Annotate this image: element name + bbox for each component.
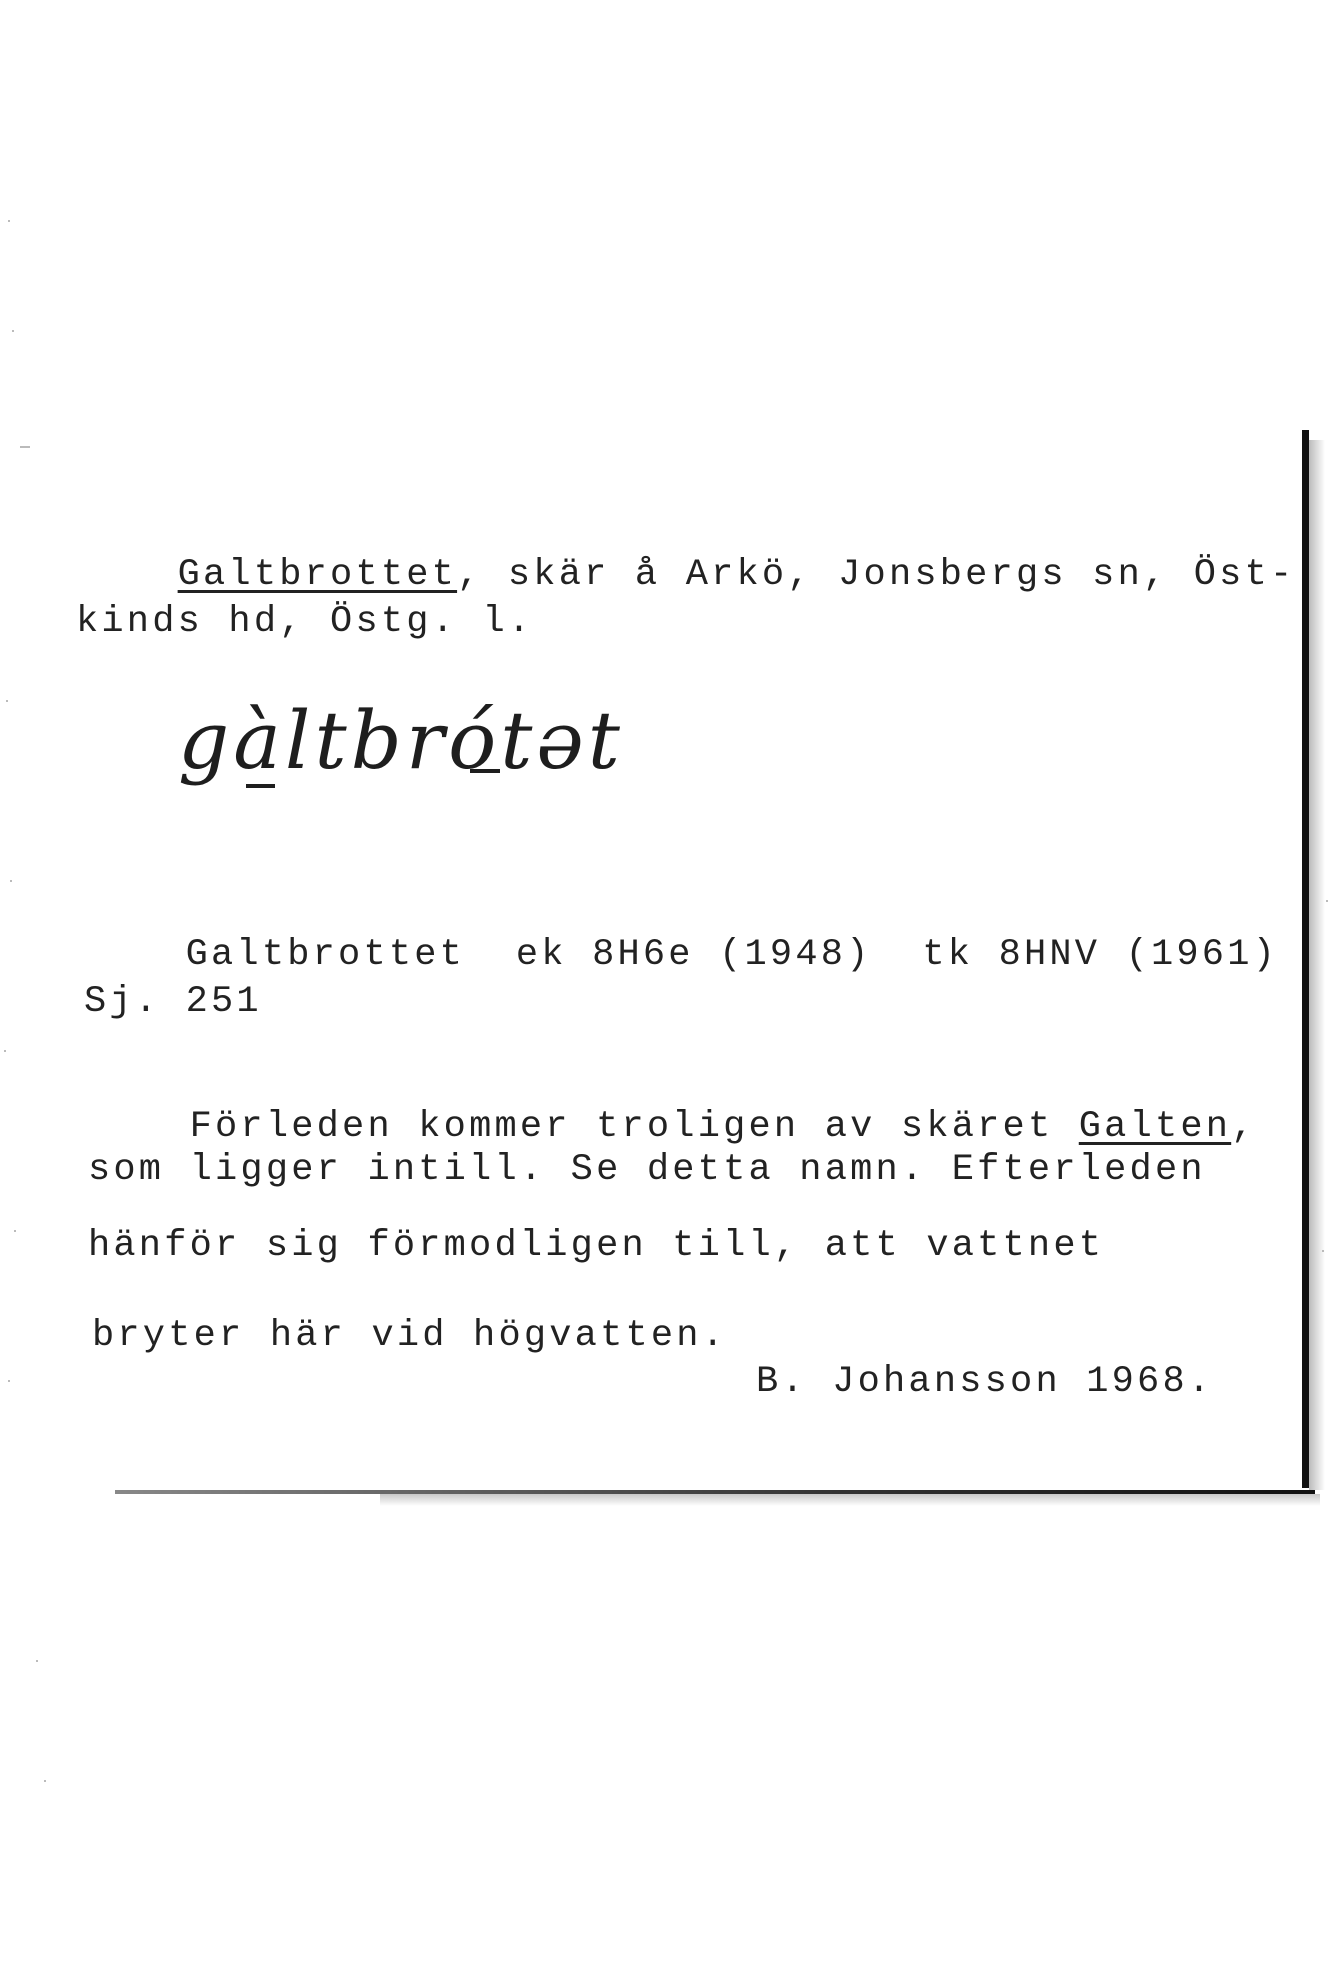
cross-reference: Galten: [1078, 1106, 1232, 1148]
entry-line-2: kinds hd, Östg. l.: [76, 601, 534, 643]
source-ek-map: ek 8H6e (1948): [515, 934, 872, 976]
comment-line-4: bryter här vid högvatten.: [92, 1315, 728, 1357]
comment-line-3: hänför sig förmodligen till, att vattnet: [88, 1225, 1105, 1267]
signature: B. Johansson 1968.: [756, 1361, 1214, 1403]
source-tk-map: tk 8HNV (1961): [922, 934, 1279, 976]
comment-punct: ,: [1231, 1106, 1257, 1148]
sources-line-2: Sj. 251: [84, 981, 262, 1023]
headword: Galtbrottet: [177, 554, 458, 596]
pronunciation-text: gàltbrótət: [178, 694, 624, 787]
comment-line-2: som ligger intill. Se detta namn. Efterleden: [88, 1149, 1206, 1191]
comment-text: Förleden kommer troligen av skäret: [189, 1106, 1079, 1148]
sources-line-1: [84, 900, 1278, 1011]
source-name: Galtbrottet: [185, 934, 466, 976]
entry-location: , skär å Arkö, Jonsbergs sn, Öst-: [457, 554, 1296, 596]
